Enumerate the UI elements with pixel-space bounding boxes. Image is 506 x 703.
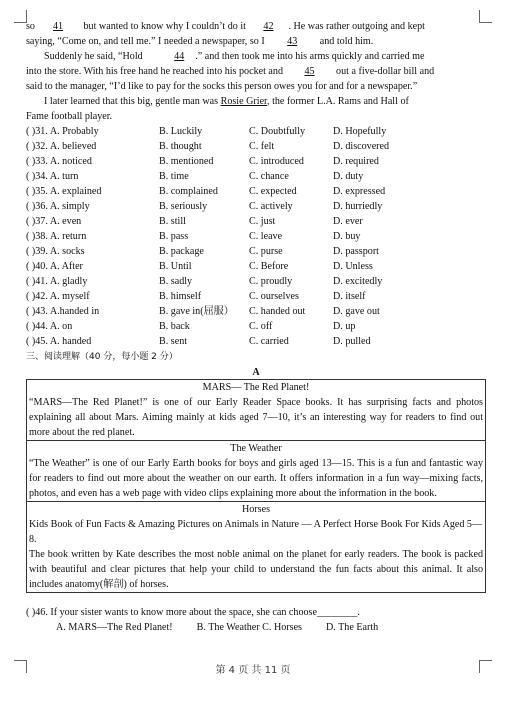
- option-row-33: [26, 154, 486, 169]
- option-d: D. discovered: [333, 141, 390, 152]
- option-a: ( )40. A. After: [26, 261, 83, 272]
- options-list: [26, 124, 486, 349]
- page-content: [26, 19, 486, 635]
- name-highlight: Rosie Grier: [220, 96, 268, 107]
- option-row-45: [26, 334, 486, 349]
- option-a: ( )41. A. gladly: [26, 276, 88, 287]
- option-c: C. just: [249, 216, 276, 227]
- cloze-passage: [26, 19, 486, 124]
- option-c: C. Doubtfully: [249, 126, 306, 137]
- passage-title: The Weather: [230, 443, 282, 454]
- text: , the former L.A. Rams and Hall of: [267, 96, 409, 107]
- passage-body: “The Weather” is one of our Early Earth books for boys and girls aged 13—15. This is a fun and fantastic way for readers to find out more about the weather on our earth. It offers information in a fun way—mixing facts, photos, and even has a web page with video clips explaining more about the information in the book.: [29, 458, 483, 499]
- option-d: D. buy: [333, 231, 361, 242]
- text: out a five-dollar bill and: [333, 66, 435, 77]
- option-d: D. excitedly: [333, 276, 383, 287]
- option-d: D. gave out: [333, 306, 380, 317]
- text: I later learned that this big, gentle man was: [44, 96, 221, 107]
- section-heading: 三、阅读理解（40 分，每小题 2 分）: [26, 352, 178, 362]
- passage-cell-mars: [27, 380, 485, 440]
- cloze-line: [26, 49, 486, 64]
- option-bc: B. The Weather C. Horses: [196, 622, 302, 633]
- blank-44: 44: [174, 51, 185, 62]
- option-c: C. ourselves: [249, 291, 299, 302]
- blank-42: 42: [263, 21, 274, 32]
- option-c: C. carried: [249, 336, 289, 347]
- option-d: D. The Earth: [325, 622, 379, 633]
- option-b: B. Luckily: [159, 126, 203, 137]
- passage-title: MARS— The Red Planet!: [202, 382, 310, 393]
- option-d: D. passport: [333, 246, 379, 257]
- option-b: B. mentioned: [159, 156, 214, 167]
- option-c: C. expected: [249, 186, 297, 197]
- option-a: ( )42. A. myself: [26, 291, 90, 302]
- text: saying, “Come on, and tell me.” I needed a newspaper, so I: [26, 36, 268, 47]
- passage-title: Horses: [241, 504, 271, 515]
- question-options: [26, 620, 486, 635]
- blank-43: 43: [287, 36, 298, 47]
- option-row-40: [26, 259, 486, 274]
- option-row-38: [26, 229, 486, 244]
- option-a: ( )34. A. turn: [26, 171, 79, 182]
- option-row-32: [26, 139, 486, 154]
- cloze-line: [26, 64, 486, 79]
- option-c: C. actively: [249, 201, 293, 212]
- option-a: ( )39. A. socks: [26, 246, 85, 257]
- option-a: ( )32. A. believed: [26, 141, 97, 152]
- option-c: C. felt: [249, 141, 275, 152]
- option-c: C. off: [249, 321, 273, 332]
- cloze-line: [26, 34, 486, 49]
- option-c: C. chance: [249, 171, 289, 182]
- option-b: B. Until: [159, 261, 192, 272]
- text: but wanted to know why I couldn’t do it: [80, 21, 249, 32]
- option-row-44: [26, 319, 486, 334]
- option-a: ( )37. A. even: [26, 216, 82, 227]
- option-d: D. ever: [333, 216, 363, 227]
- option-d: D. up: [333, 321, 356, 332]
- option-b: B. sent: [159, 336, 188, 347]
- text: so: [26, 21, 35, 32]
- cloze-line: Fame football player.: [26, 111, 113, 122]
- option-row-36: [26, 199, 486, 214]
- option-d: D. Unless: [333, 261, 373, 272]
- passages-table: [26, 379, 486, 593]
- question-stem: ( )46. If your sister wants to know more about the space, she can choose________.: [26, 607, 360, 618]
- question-46: [26, 605, 486, 635]
- option-d: D. Hopefully: [333, 126, 387, 137]
- option-d: D. itself: [333, 291, 366, 302]
- option-a: ( )31. A. Probably: [26, 126, 99, 137]
- option-c: C. leave: [249, 231, 283, 242]
- option-c: C. handed out: [249, 306, 306, 317]
- text: . He was rather outgoing and kept: [288, 21, 425, 32]
- option-c: C. introduced: [249, 156, 304, 167]
- passage-body: Kids Book of Fun Facts & Amazing Pictures on Animals in Nature — A Perfect Horse Book For Kids Aged 5—8.: [29, 519, 483, 545]
- option-row-37: [26, 214, 486, 229]
- option-a: ( )45. A. handed: [26, 336, 92, 347]
- text: and told him.: [317, 36, 374, 47]
- option-b: B. gave in(屈服）: [159, 306, 234, 317]
- option-row-35: [26, 184, 486, 199]
- option-b: B. back: [159, 321, 190, 332]
- option-b: B. package: [159, 246, 204, 257]
- option-c: C. purse: [249, 246, 283, 257]
- option-row-31: [26, 124, 486, 139]
- option-row-39: [26, 244, 486, 259]
- option-d: D. required: [333, 156, 379, 167]
- option-b: B. thought: [159, 141, 202, 152]
- option-a: ( )33. A. noticed: [26, 156, 92, 167]
- blank-41: 41: [52, 21, 64, 32]
- option-a: ( )43. A.handed in: [26, 306, 100, 317]
- option-a: ( )44. A. on: [26, 321, 73, 332]
- cloze-line: said to the manager, “I’d like to pay for the socks this person owes you for and for a newspaper.”: [26, 81, 418, 92]
- cloze-line: [26, 19, 486, 34]
- passage-cell-horses: [27, 501, 485, 592]
- option-b: B. seriously: [159, 201, 208, 212]
- option-row-41: [26, 274, 486, 289]
- option-row-43: [26, 304, 486, 319]
- option-row-34: [26, 169, 486, 184]
- option-c: C. proudly: [249, 276, 293, 287]
- option-d: D. expressed: [333, 186, 386, 197]
- option-d: D. duty: [333, 171, 364, 182]
- passage-label: A: [252, 367, 260, 378]
- option-a: ( )38. A. return: [26, 231, 87, 242]
- cloze-line: [26, 94, 486, 109]
- option-b: B. time: [159, 171, 189, 182]
- option-b: B. sadly: [159, 276, 193, 287]
- passage-body: “MARS—The Red Planet!” is one of our Early Reader Space books. It has surprising facts and photos explaining all about Mars. Aiming mainly at kids aged 7—10, it’s an interesting way for readers to find out more about the red planet.: [29, 397, 483, 438]
- option-row-42: [26, 289, 486, 304]
- option-a: A. MARS—The Red Planet!: [56, 622, 173, 633]
- option-b: B. himself: [159, 291, 202, 302]
- option-c: C. Before: [249, 261, 289, 272]
- text: Suddenly he said, “Hold: [44, 51, 146, 62]
- page-number-footer: 第 4 页 共 11 页: [215, 665, 291, 676]
- option-a: ( )35. A. explained: [26, 186, 102, 197]
- blank-45: 45: [304, 66, 315, 77]
- option-b: B. still: [159, 216, 186, 227]
- passage-body: The book written by Kate describes the most noble animal on the planet for early readers. The book is packed with beautiful and clear pictures that help your child to understand the fun facts about this animal. It also includes anatomy(解剖) of horses.: [29, 549, 483, 590]
- option-d: D. pulled: [333, 336, 371, 347]
- option-b: B. complained: [159, 186, 218, 197]
- option-d: D. hurriedly: [333, 201, 383, 212]
- passage-cell-weather: [27, 440, 485, 501]
- option-a: ( )36. A. simply: [26, 201, 90, 212]
- option-b: B. pass: [159, 231, 189, 242]
- text: .” and then took me into his arms quickly and carried me: [195, 51, 425, 62]
- text: into the store. With his free hand he reached into his pocket and: [26, 66, 286, 77]
